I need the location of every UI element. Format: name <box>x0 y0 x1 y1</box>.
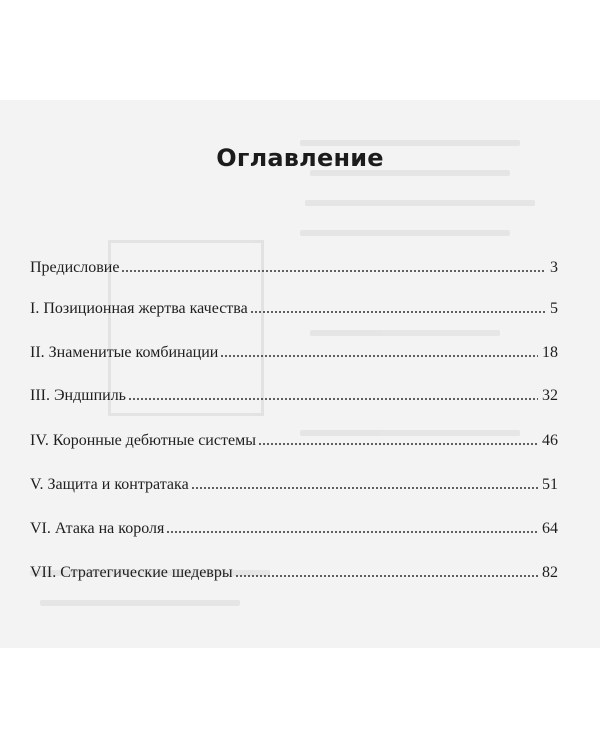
toc-leader-dots <box>166 530 538 534</box>
toc-leader-dots <box>191 486 538 490</box>
toc-leader-dots <box>250 310 546 314</box>
toc-entry <box>30 428 558 450</box>
toc-leader-dots <box>258 442 538 446</box>
toc-entry-label: V. Защита и контратака <box>30 476 189 493</box>
toc-entry-page: 32 <box>542 387 558 404</box>
toc-entry <box>30 255 558 277</box>
toc-entry-page: 82 <box>542 564 558 581</box>
toc-entry-page: 46 <box>542 432 558 449</box>
toc-entry-page: 3 <box>550 259 558 276</box>
toc-entry <box>30 472 558 494</box>
toc-leader-dots <box>220 354 538 358</box>
bleed-through-line <box>305 200 535 206</box>
toc-leader-dots <box>128 397 538 401</box>
toc-entry-page: 64 <box>542 520 558 537</box>
toc-entry-label: IV. Коронные дебютные системы <box>30 432 256 449</box>
page-title: Оглавление <box>216 144 384 172</box>
bleed-through-line <box>40 600 240 606</box>
toc-entry-label: Предисловие <box>30 259 120 276</box>
toc-entry-label: III. Эндшпиль <box>30 387 126 404</box>
toc-entry <box>30 383 558 405</box>
toc-entry-page: 5 <box>550 300 558 317</box>
toc-entry <box>30 560 558 582</box>
toc-entry-label: VI. Атака на короля <box>30 520 165 537</box>
toc-entry-label: II. Знаменитые комбинации <box>30 344 219 361</box>
toc-entry-label: I. Позиционная жертва качества <box>30 300 248 317</box>
book-page <box>0 100 600 648</box>
toc-entry <box>30 296 558 318</box>
bleed-through-line <box>310 330 500 336</box>
toc-entry-page: 18 <box>542 344 558 361</box>
bleed-through-line <box>300 230 510 236</box>
toc-entry-label: VII. Стратегические шедевры <box>30 564 233 581</box>
toc-entry <box>30 340 558 362</box>
toc-leader-dots <box>235 574 538 578</box>
toc-entry-page: 51 <box>542 476 558 493</box>
toc-entry <box>30 516 558 538</box>
toc-leader-dots <box>121 269 546 273</box>
